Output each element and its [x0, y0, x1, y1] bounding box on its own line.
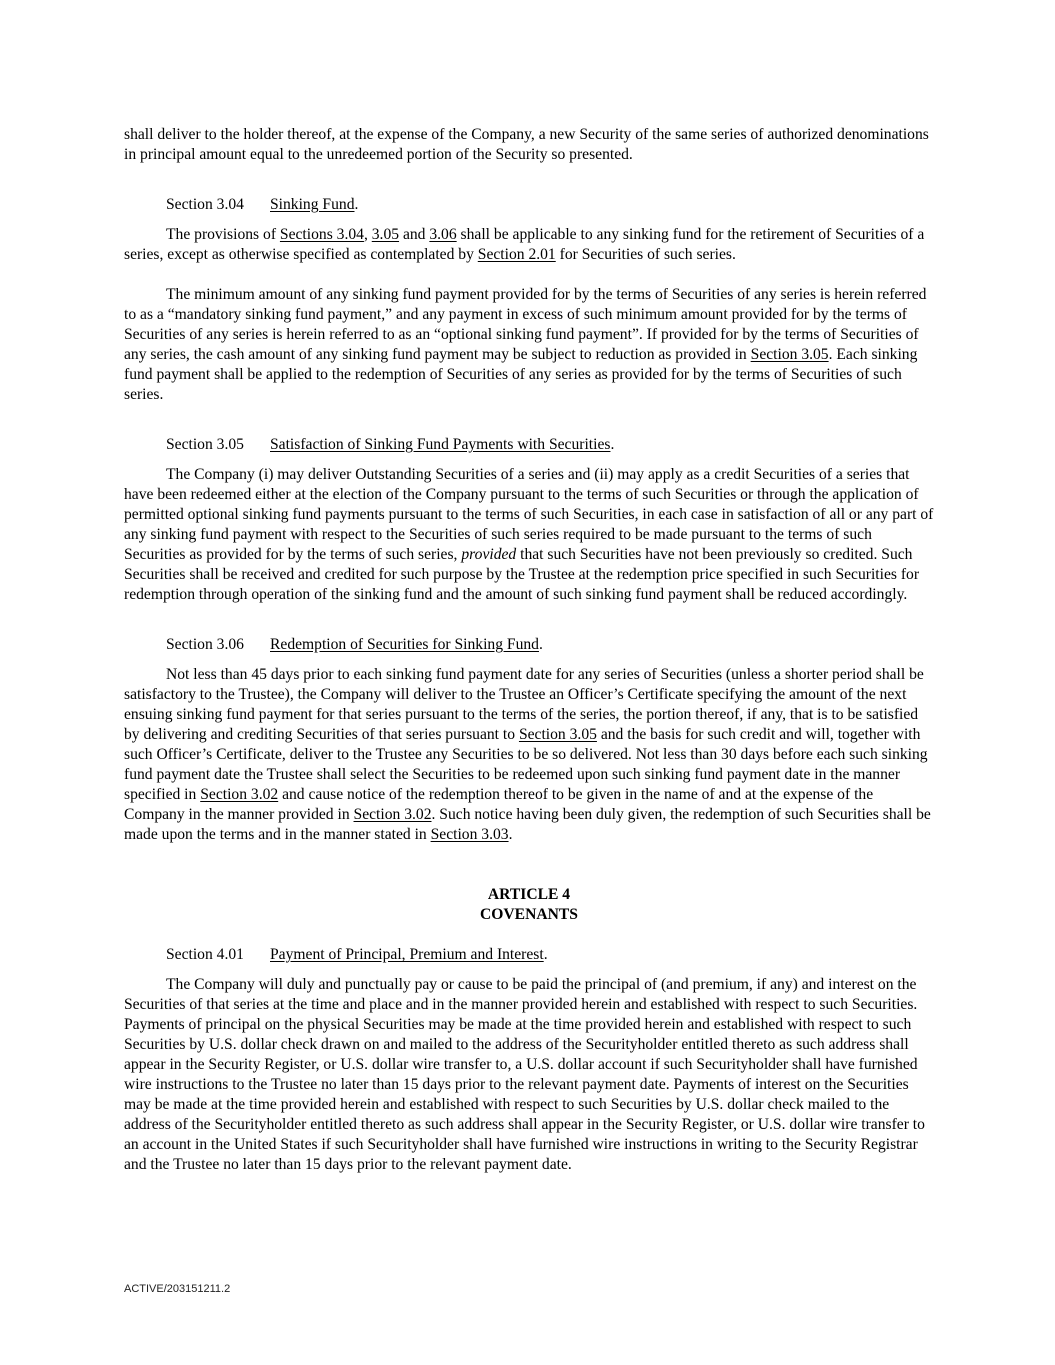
section-title: Satisfaction of Sinking Fund Payments with Securities [270, 436, 611, 453]
section-number: Section 4.01 [166, 946, 244, 963]
cross-reference-link: Section 3.03 [430, 826, 509, 843]
section-number: Section 3.06 [166, 636, 244, 653]
article-heading: ARTICLE 4 [487, 886, 571, 903]
cross-reference-link: Section 2.01 [477, 246, 556, 263]
section-title: Sinking Fund [270, 196, 355, 213]
cross-reference-link: Section 3.02 [200, 786, 279, 803]
section-title: Redemption of Securities for Sinking Fund [270, 636, 539, 653]
emphasis-text: provided [461, 546, 517, 563]
cross-reference-link: 3.06 [429, 226, 457, 243]
cross-reference-link: 3.05 [371, 226, 400, 243]
section-number: Section 3.05 [166, 436, 244, 453]
cross-reference-link: Section 3.05 [750, 346, 829, 363]
section-3-06-heading: Section 3.06 Redemption of Securities for Sinking Fund. [166, 636, 543, 653]
document-id-footer: ACTIVE/203151211.2 [124, 1283, 231, 1295]
section-3-05-heading: Section 3.05 Satisfaction of Sinking Fund Payments with Securities. [166, 436, 615, 453]
document-page [124, 125, 934, 1175]
cross-reference-link: Section 3.02 [353, 806, 432, 823]
section-number: Section 3.04 [166, 196, 244, 213]
section-4-01-paragraph-1: The Company will duly and punctually pay or cause to be paid the principal of (and premium, if any) and interest on the Securities of that series at the time and place and in the manner provided herein and established with respect to such Securities. Payments of principal on the physical Securities may be made at the time provided herein and established with respect to such Securities by U.S. dollar check drawn on and mailed to the address of the Securityholder entitled thereto as such address shall appear in the Security Register, or U.S. dollar wire transfer to, a U.S. dollar account if such Securityholder shall have furnished wire instructions to the Trustee no later than 15 days prior to the relevant payment date. Payments of interest on the Securities may be made at the time provided herein and established with respect to such Securities by U.S. dollar check mailed to the address of the Securityholder entitled thereto as such address shall appear in the Security Register, or U.S. dollar wire transfer to an account in the United States if such Securityholder shall have furnished wire instructions in writing to the Security Registrar and the Trustee no later than 15 days prior to the relevant payment date. [124, 976, 925, 1173]
cross-reference-link: Section 3.05 [518, 726, 597, 743]
cross-reference-link: Sections 3.04 [279, 226, 364, 243]
article-title: COVENANTS [480, 906, 578, 923]
section-3-06-paragraph-1: Not less than 45 days prior to each sinking fund payment date for any series of Securities (unless a shorter period shall be satisfactory to the Trustee), the Company will deliver to the Trustee an Officer’s Certificate specifying the amount of the next ensuing sinking fund payment for that series pursuant to the terms of the series, the portion thereof, if any, that is to be satisfied by delivering and crediting Securities of that series pursuant to Section 3.05 and the basis for such credit and will, together with such Officer’s Certificate, deliver to the Trustee any Securities to be so delivered. Not less than 30 days before each such sinking fund payment date the Trustee shall select the Securities to be redeemed upon such sinking fund payment date in the manner specified in Section 3.02 and cause notice of the redemption thereof to be given in the name of and at the expense of the Company in the manner provided in Section 3.02. Such notice having been duly given, the redemption of such Securities shall be made upon the terms and in the manner stated in Section 3.03. [124, 666, 931, 843]
section-3-04-paragraph-1: The provisions of Sections 3.04, 3.05 and 3.06 shall be applicable to any sinking fund for the retirement of Securities of a series, except as otherwise specified as contemplated by Section 2.01 for Securities of such series. [124, 226, 925, 263]
section-3-04-paragraph-2: The minimum amount of any sinking fund payment provided for by the terms of Securities of any series is herein referred to as a “mandatory sinking fund payment,” and any payment in excess of such minimum amount provided for by the terms of Securities of any series is herein referred to as an “optional sinking fund payment”. If provided for by the terms of Securities of any series, the cash amount of any sinking fund payment may be subject to reduction as provided in Section 3.05. Each sinking fund payment shall be applied to the redemption of Securities of any series as provided for by the terms of Securities of such series. [124, 286, 927, 403]
intro-paragraph: shall deliver to the holder thereof, at the expense of the Company, a new Security of the same series of authorized denominations in principal amount equal to the unredeemed portion of the Security so presented. [124, 126, 929, 163]
section-title: Payment of Principal, Premium and Interest [270, 946, 544, 963]
section-3-04-heading: Section 3.04 Sinking Fund. [166, 196, 359, 213]
section-4-01-heading: Section 4.01 Payment of Principal, Premium and Interest. [166, 946, 548, 963]
section-3-05-paragraph-1: The Company (i) may deliver Outstanding Securities of a series and (ii) may apply as a credit Securities of a series that have been redeemed either at the election of the Company pursuant to the terms of such Securities or through the application of permitted optional sinking fund payments pursuant to the terms of such Securities, in each case in satisfaction of all or any part of any sinking fund payment with respect to the Securities of such series required to be made pursuant to the terms of such Securities as provided for by the terms of such series, provided that such Securities have not been previously so credited. Such Securities shall be received and credited for such purpose by the Trustee at the redemption price specified in such Securities for redemption through operation of the sinking fund and the amount of such sinking fund payment shall be reduced accordingly. [124, 466, 934, 603]
